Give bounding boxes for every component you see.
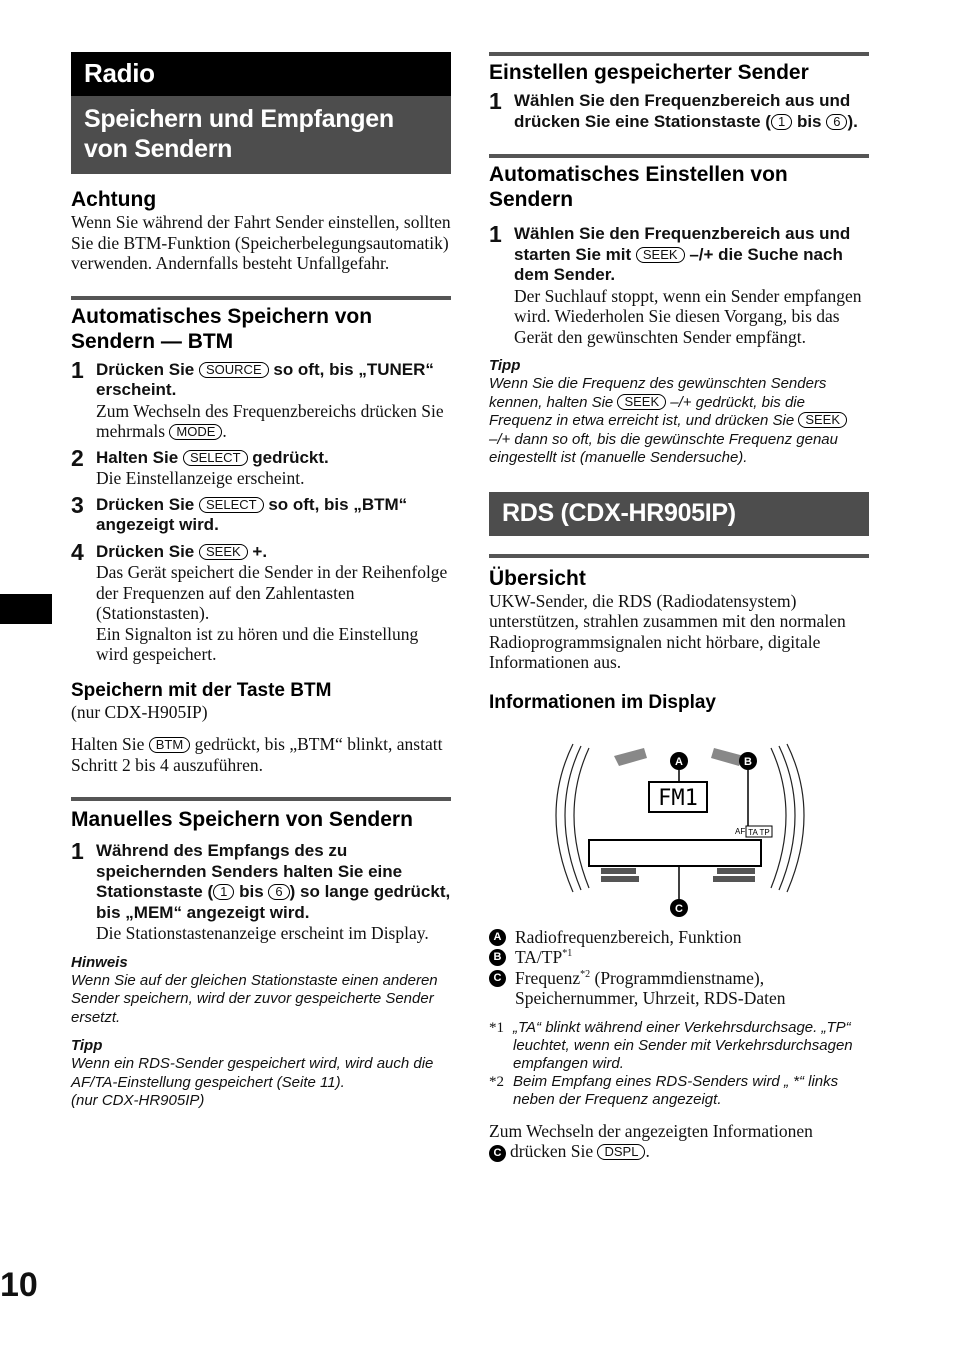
seek-key: SEEK — [798, 412, 847, 428]
switch-text: drücken Sie — [510, 1141, 594, 1161]
legend-item-c — [489, 968, 869, 1009]
tipp-heading: Tipp — [71, 1037, 103, 1054]
step-number: 2 — [71, 444, 84, 471]
manual-section — [71, 797, 451, 1111]
step-text: Drücken Sie — [96, 494, 195, 514]
select-key: SELECT — [183, 450, 248, 466]
select-key: SELECT — [199, 497, 264, 513]
step-text: Wählen Sie den Frequenzbereich aus und starten Sie mit — [514, 224, 851, 264]
step-text: ) so lange gedrückt, bis „MEM“ angezeigt wird. — [96, 882, 451, 922]
step-number: 3 — [71, 491, 84, 518]
step-number: 1 — [71, 838, 84, 864]
step-text: +. — [252, 541, 268, 561]
btm-key-block — [71, 679, 451, 776]
preset-heading: Einstellen gespeicherter Sender — [489, 61, 809, 84]
manual-step-1 — [71, 838, 451, 944]
preset-key-1: 1 — [213, 884, 234, 900]
step-text: Drücken Sie — [96, 359, 195, 379]
switch-text: . — [645, 1141, 650, 1161]
step-number: 1 — [489, 88, 502, 114]
step-text: bis — [239, 882, 264, 901]
marker-b: B — [489, 949, 506, 966]
hinweis-text: Wenn Sie auf der gleichen Stationstaste einen anderen Sender speichern, wird der zuvor gespeicherte Sender ersetzt. — [71, 971, 438, 1026]
display-info-heading: Informationen im Display — [489, 691, 716, 713]
dspl-key: DSPL — [597, 1144, 645, 1160]
btm-key-heading: Speichern mit der Taste BTM — [71, 679, 332, 701]
page-number: 10 — [0, 1266, 38, 1304]
legend-text: Radiofrequenzbereich, Funktion — [515, 926, 742, 947]
step-body: Ein Signalton ist zu hören und die Einstellung wird gespeichert. — [96, 623, 419, 664]
tipp-part: –/+ dann so oft, bis die gewünschte Frequenz genau eingestellt ist (manuelle Sendersuche). — [489, 430, 838, 466]
mode-key: MODE — [169, 424, 222, 440]
footnotes — [489, 1019, 869, 1109]
achtung-block — [71, 187, 451, 274]
step-body: . — [222, 421, 227, 441]
footnote-text: „TA“ blinkt während einer Verkehrsdurchsage. „TP“ leuchtet, wenn ein Sender mit Verkehrsdurchsagen empfangen wird. — [513, 1018, 853, 1072]
display-info-block — [489, 691, 869, 1163]
marker-a: A — [489, 929, 506, 946]
seek-key: SEEK — [199, 544, 248, 560]
marker-c: C — [489, 970, 506, 987]
ta-tp-text: TA TP — [748, 827, 770, 837]
step-text: ). — [847, 111, 858, 131]
callout-a-label: A — [675, 755, 683, 768]
display-legend — [489, 927, 869, 1009]
step-text: gedrückt. — [252, 447, 329, 467]
source-key: SOURCE — [199, 362, 269, 378]
step-text: so oft, bis „TUNER“ erscheint. — [96, 359, 434, 399]
legend-text: Frequenz — [515, 967, 581, 988]
btm-step-2 — [71, 444, 451, 489]
tipp-heading: Tipp — [489, 357, 521, 374]
info-field — [589, 840, 761, 866]
btm-key-text: Halten Sie — [71, 734, 145, 754]
overview-section — [489, 554, 869, 673]
btm-key-text: gedrückt, bis „BTM“ blinkt, anstatt Schritt 2 bis 4 auszuführen. — [71, 734, 443, 775]
tipp-text: Wenn ein RDS-Sender gespeichert wird, wird auch die AF/TA-Einstellung gespeichert (Seite 11). — [71, 1055, 434, 1091]
step-body: Zum Wechseln des Frequenzbereichs drücken Sie mehrmals — [96, 400, 444, 441]
achtung-heading: Achtung — [71, 188, 157, 211]
callout-b-label: B — [744, 755, 752, 768]
section-title: Radio — [71, 52, 451, 96]
seek-key: SEEK — [636, 247, 685, 263]
preset-section — [489, 52, 869, 132]
band-text: FM1 — [658, 785, 698, 811]
hinweis-heading: Hinweis — [71, 953, 128, 971]
overview-text: UKW-Sender, die RDS (Radiodatensystem) unterstützen, strahlen zusammen mit den normalen Radioprogrammsignalen nicht hörbare, digitale Informationen aus. — [489, 590, 846, 672]
btm-step-3 — [71, 491, 451, 536]
step-text: so oft, bis „BTM“ angezeigt wird. — [96, 494, 408, 534]
footnote-mark: *1 — [489, 1019, 504, 1036]
tipp-part: Wenn Sie die Frequenz des gewünschten Senders kennen, halten Sie — [489, 375, 827, 411]
footnote-1 — [489, 1019, 869, 1073]
switch-text: Zum Wechseln der angezeigten Informationen — [489, 1120, 813, 1141]
btm-heading: Automatisches Speichern von Sendern — BTM — [71, 304, 373, 353]
preset-key-6: 6 — [268, 884, 289, 900]
tipp-part: –/+ gedrückt, bis die Frequenz in etwa erreicht ist, und drücken Sie — [489, 393, 805, 429]
callout-c-label: C — [675, 902, 683, 915]
legend-text: TA/TP — [515, 947, 563, 967]
achtung-text: Wenn Sie während der Fahrt Sender einstellen, sollten Sie die BTM-Funktion (Speicherbelegungsautomatik) verwenden. Andernfalls besteht Unfallgefahr. — [71, 212, 451, 273]
step-text: –/+ die Suche nach dem Sender. — [514, 244, 843, 284]
btm-key: BTM — [149, 737, 190, 753]
legend-item-b — [489, 947, 869, 968]
legend-item-a — [489, 927, 869, 948]
tipp-note: (nur CDX-HR905IP) — [71, 1092, 205, 1109]
footnote-2 — [489, 1073, 869, 1109]
preset-step-1 — [489, 88, 869, 132]
right-column — [489, 52, 869, 1162]
left-column — [71, 52, 451, 1111]
display-diagram — [489, 718, 869, 923]
overview-heading: Übersicht — [489, 566, 586, 590]
btm-key-note: (nur CDX-H905IP) — [71, 701, 208, 722]
switch-info-text — [489, 1121, 869, 1163]
step-text: bis — [796, 111, 822, 131]
step-body: Der Suchlauf stoppt, wenn ein Sender empfangen wird. Wiederholen Sie diesen Vorgang, bis das Gerät den gewünschten Sender empfängt. — [514, 285, 862, 347]
step-text: Halten Sie — [96, 447, 179, 467]
footnote-text: Beim Empfang eines RDS-Senders wird „ *“ links neben der Frequenz angezeigt. — [513, 1072, 839, 1108]
step-text: Drücken Sie — [96, 541, 195, 561]
legend-text: (Programmdienstname), Speichernummer, Uhrzeit, RDS-Daten — [515, 967, 786, 1008]
step-number: 1 — [489, 221, 502, 247]
preset-key-1: 1 — [771, 114, 792, 130]
footnote-ref: *1 — [562, 948, 573, 960]
side-tab-marker — [0, 594, 52, 624]
tipp-text — [489, 375, 869, 468]
step-body: Die Einstellanzeige erscheint. — [96, 468, 305, 488]
footnote-mark: *2 — [489, 1073, 504, 1090]
step-number: 1 — [71, 356, 84, 383]
af-text: AF — [735, 826, 746, 836]
step-body: Das Gerät speichert die Sender in der Reihenfolge der Frequenzen auf den Zahlentasten (Stationstasten). — [96, 562, 448, 623]
step-text: Während des Empfangs des zu speichernden Senders halten Sie eine Stationstaste ( — [96, 841, 403, 901]
auto-heading: Automatisches Einstellen von Sendern — [489, 163, 788, 211]
preset-key-6: 6 — [826, 114, 847, 130]
rds-title: RDS (CDX-HR905IP) — [489, 492, 869, 536]
footnote-ref: *2 — [580, 968, 591, 980]
auto-step-1 — [489, 221, 869, 347]
seek-key: SEEK — [617, 394, 666, 410]
btm-step-4 — [71, 538, 451, 665]
step-body: Die Stationstastenanzeige erscheint im Display. — [96, 923, 429, 943]
step-number: 4 — [71, 538, 84, 565]
marker-c: C — [489, 1145, 506, 1162]
manual-heading: Manuelles Speichern von Sendern — [71, 808, 413, 831]
btm-step-1 — [71, 356, 451, 442]
auto-section — [489, 154, 869, 468]
subsection-title: Speichern und Empfangen von Sendern — [71, 96, 451, 174]
step-text: Wählen Sie den Frequenzbereich aus und drücken Sie eine Stationstaste ( — [514, 91, 851, 131]
btm-section — [71, 296, 451, 665]
